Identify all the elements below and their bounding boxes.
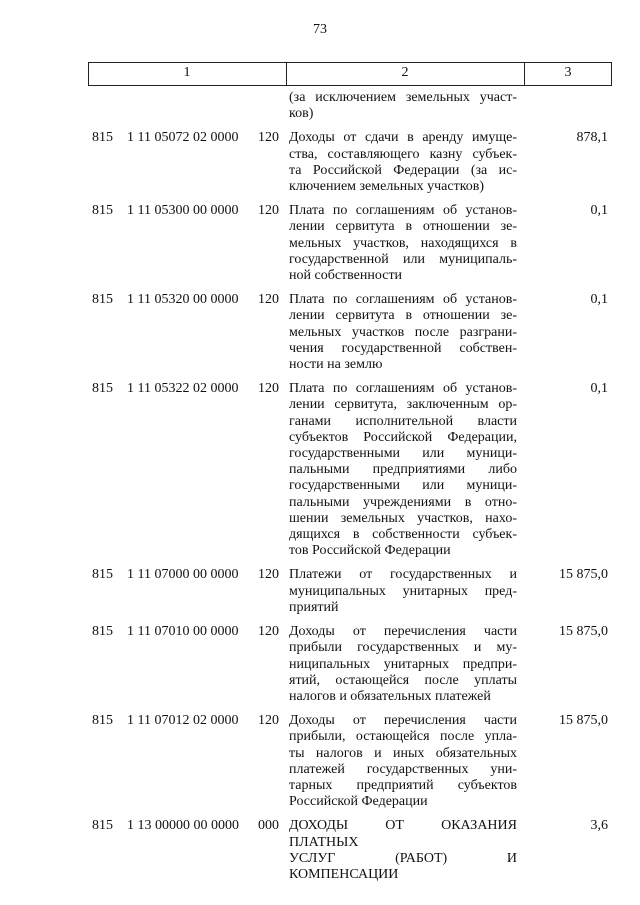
kosgu-code: 120: [258, 567, 279, 583]
admin-code: 815: [92, 624, 113, 640]
table-row: [0, 292, 640, 373]
revenue-name-line: прибыли государственных и му-: [289, 640, 517, 656]
kosgu-code: 120: [258, 130, 279, 146]
admin-code: 815: [92, 713, 113, 729]
revenue-code: 1 11 05072 02 0000: [127, 130, 239, 146]
revenue-name: [289, 567, 517, 616]
amount-value: 15 875,0: [559, 567, 608, 583]
revenue-name-line: пальными учреждениями в отно-: [289, 494, 517, 510]
column-header-1: 1: [183, 65, 191, 80]
admin-code: 815: [92, 292, 113, 308]
page-number: 73: [313, 22, 327, 37]
kosgu-code: 000: [258, 818, 279, 834]
table-row: [0, 381, 640, 559]
revenue-name-line: Российской Федерации: [289, 794, 428, 810]
table-column-header: [88, 62, 612, 86]
column-header-2: 2: [401, 65, 409, 80]
revenue-name-line: лении сервитута в отношении зе-: [289, 308, 517, 324]
revenue-name-line: мельных участков после разграни-: [289, 324, 517, 340]
revenue-name-line: государственными или муници-: [289, 446, 517, 462]
revenue-name: [289, 818, 517, 883]
revenue-name-line: ятий, остающейся после уплаты: [289, 672, 517, 688]
table-row: [0, 818, 640, 883]
admin-code: 815: [92, 818, 113, 834]
revenue-name-line: приятий: [289, 599, 339, 615]
revenue-name-line: Доходы от перечисления части: [289, 624, 517, 640]
revenue-code: 1 11 07010 00 0000: [127, 624, 239, 640]
revenue-name-line: лении сервитута, заключенным ор-: [289, 397, 517, 413]
kosgu-code: 120: [258, 292, 279, 308]
revenue-name-line: ганами исполнительной власти: [289, 413, 517, 429]
revenue-name-line: мельных участков, находящихся в: [289, 235, 517, 251]
revenue-name-line: государственными или муници-: [289, 478, 517, 494]
admin-code: 815: [92, 381, 113, 397]
revenue-code: 1 13 00000 00 0000: [127, 818, 239, 834]
amount-value: 3,6: [590, 818, 608, 834]
revenue-name-line: ной собственности: [289, 268, 403, 284]
amount-value: 0,1: [590, 292, 608, 308]
amount-value: 0,1: [590, 381, 608, 397]
revenue-name: [289, 203, 517, 284]
kosgu-code: 120: [258, 381, 279, 397]
amount-value: 878,1: [576, 130, 608, 146]
revenue-name-line: ности на землю: [289, 357, 383, 373]
column-divider: [611, 63, 612, 85]
revenue-name-line: тов Российской Федерации: [289, 543, 451, 559]
revenue-name-line: тарных предприятий субъектов: [289, 777, 517, 793]
table-row: [0, 713, 640, 810]
revenue-name-line: Платежи от государственных и: [289, 567, 517, 583]
revenue-name-line: прибыли, остающейся после упла-: [289, 729, 517, 745]
revenue-name-line: УСЛУГ (РАБОТ) И КОМПЕНСАЦИИ: [289, 850, 517, 882]
revenue-name-line: ты налогов и иных обязательных: [289, 745, 517, 761]
revenue-name-line: Плата по соглашениям об установ-: [289, 203, 517, 219]
revenue-name: [289, 624, 517, 705]
revenue-name-line: (за исключением земельных участ-: [289, 90, 517, 105]
revenue-name: [289, 713, 517, 810]
revenue-name-line: ков): [289, 106, 314, 122]
table-body: [0, 90, 640, 891]
revenue-code: 1 11 05320 00 0000: [127, 292, 239, 308]
revenue-name-line: лении сервитута в отношении зе-: [289, 219, 517, 235]
revenue-code: 1 11 05322 02 0000: [127, 381, 239, 397]
revenue-name-line: Плата по соглашениям об установ-: [289, 381, 517, 397]
admin-code: 815: [92, 130, 113, 146]
revenue-name-line: Доходы от перечисления части: [289, 713, 517, 729]
kosgu-code: 120: [258, 203, 279, 219]
kosgu-code: 120: [258, 713, 279, 729]
amount-value: 0,1: [590, 203, 608, 219]
revenue-name-line: налогов и обязательных платежей: [289, 688, 491, 704]
revenue-name-line: муниципальных унитарных пред-: [289, 583, 517, 599]
revenue-name-line: дящихся в собственности субъек-: [289, 527, 517, 543]
revenue-name-line: ключением земельных участков): [289, 179, 485, 195]
revenue-name: [289, 90, 517, 122]
column-header-3: 3: [564, 65, 572, 80]
revenue-name-line: Доходы от сдачи в аренду имуще-: [289, 130, 517, 146]
revenue-name-line: пальными предприятиями либо: [289, 462, 517, 478]
revenue-name: [289, 381, 517, 559]
admin-code: 815: [92, 203, 113, 219]
revenue-name: [289, 292, 517, 373]
revenue-name-line: чения государственной собствен-: [289, 340, 517, 356]
revenue-name-line: Плата по соглашениям об установ-: [289, 292, 517, 308]
table-row: [0, 203, 640, 284]
admin-code: 815: [92, 567, 113, 583]
revenue-code: 1 11 07012 02 0000: [127, 713, 239, 729]
table-row: [0, 624, 640, 705]
revenue-name-line: ниципальных унитарных предпри-: [289, 656, 517, 672]
revenue-name-line: платежей государственных уни-: [289, 761, 517, 777]
revenue-name-line: шении земельных участков, нахо-: [289, 510, 517, 526]
table-row: [0, 130, 640, 195]
table-row: [0, 90, 640, 122]
revenue-name-line: государственной или муниципаль-: [289, 251, 517, 267]
revenue-code: 1 11 05300 00 0000: [127, 203, 239, 219]
revenue-name-line: та Российской Федерации (за ис-: [289, 162, 517, 178]
revenue-name-line: ства, составляющего казну субъек-: [289, 146, 517, 162]
kosgu-code: 120: [258, 624, 279, 640]
amount-value: 15 875,0: [559, 713, 608, 729]
revenue-code: 1 11 07000 00 0000: [127, 567, 239, 583]
amount-value: 15 875,0: [559, 624, 608, 640]
revenue-name-line: ДОХОДЫ ОТ ОКАЗАНИЯ ПЛАТНЫХ: [289, 818, 517, 850]
table-row: [0, 567, 640, 616]
revenue-name-line: субъектов Российской Федерации,: [289, 429, 517, 445]
revenue-name: [289, 130, 517, 195]
